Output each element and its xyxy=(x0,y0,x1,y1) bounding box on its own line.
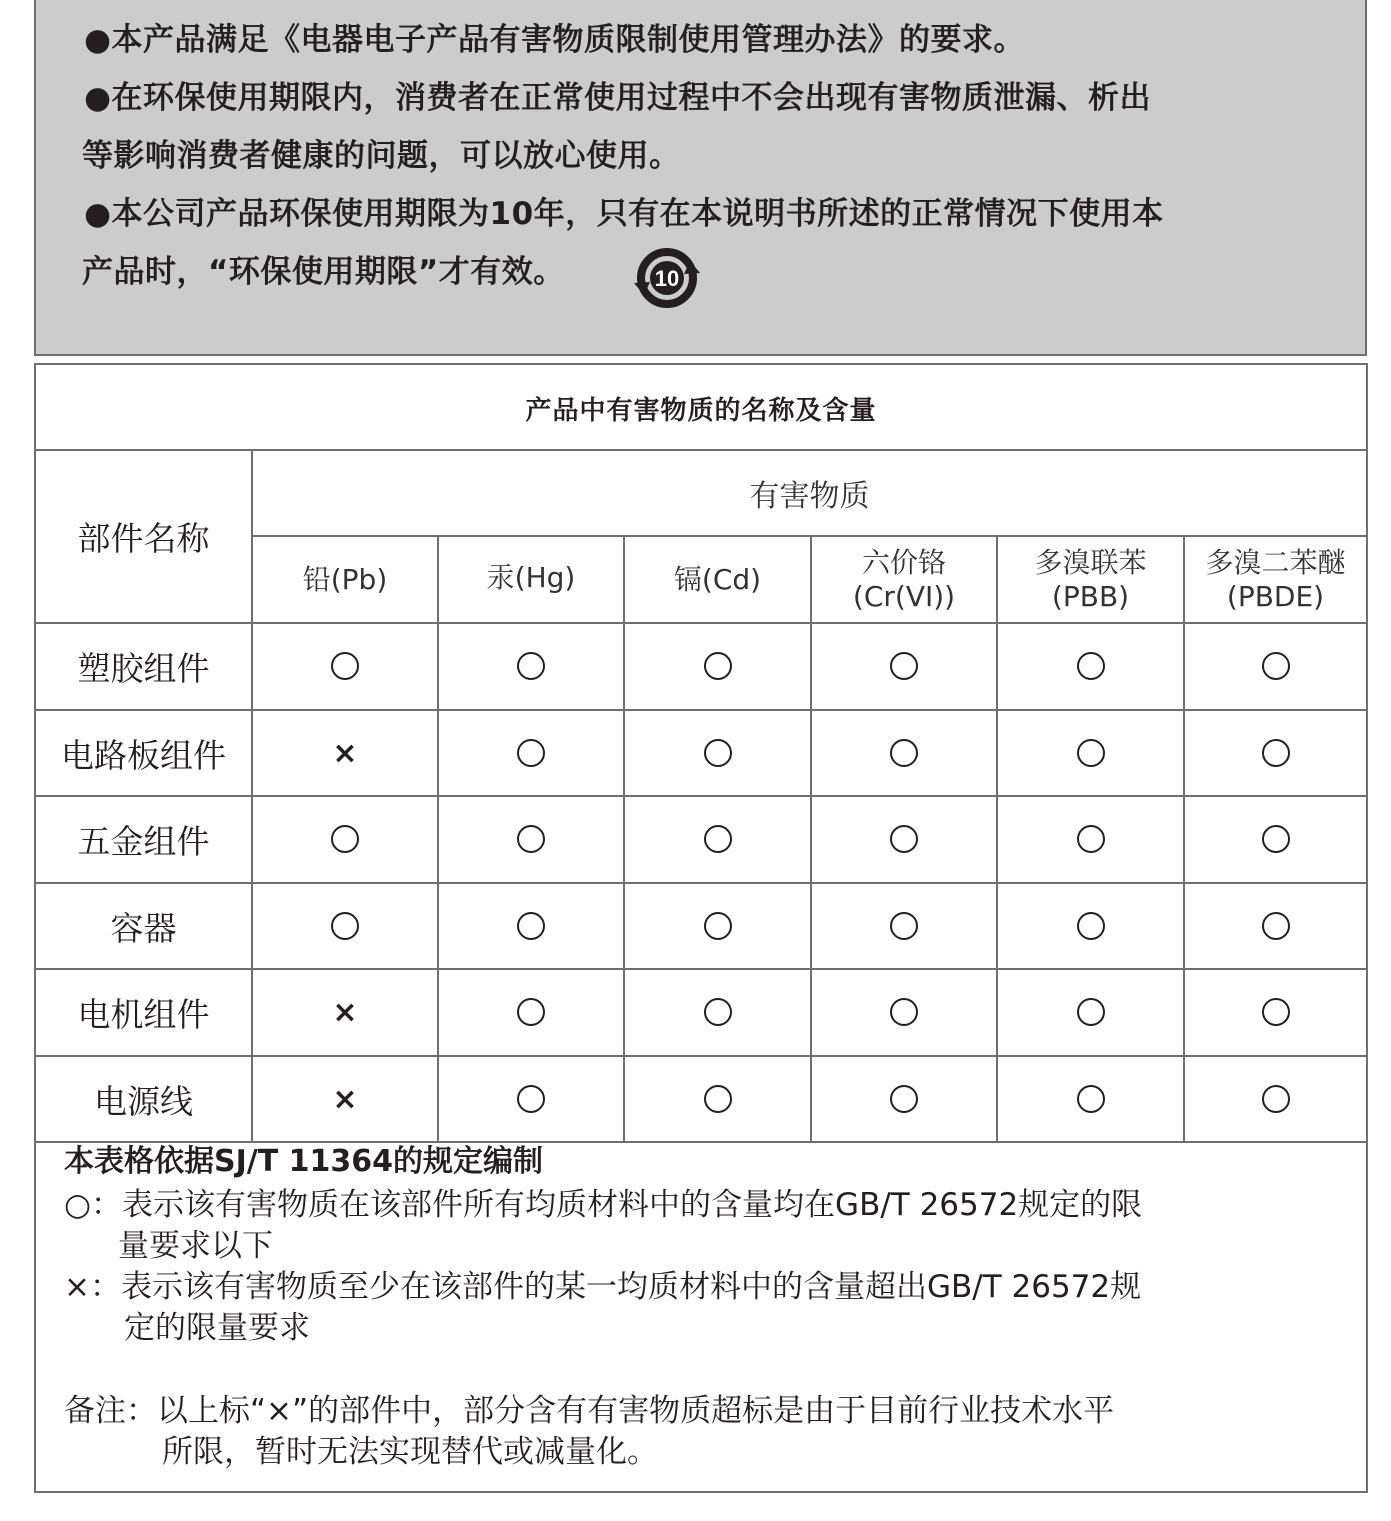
part-name-cell: 电路板组件 xyxy=(61,735,226,775)
compliant-circle-mark xyxy=(517,652,545,680)
column-header-label: 多溴联苯 xyxy=(1034,545,1147,579)
compliant-circle-mark xyxy=(517,998,545,1026)
notice-line-2: ●在环保使用期限内，消费者在正常使用过程中不会出现有害物质泄漏、析出 xyxy=(84,80,1152,116)
table-cell xyxy=(439,884,623,968)
table-cell xyxy=(1185,624,1366,708)
table-cell xyxy=(998,1057,1183,1141)
compliant-circle-mark xyxy=(517,825,545,853)
exceeds-cross-mark: × xyxy=(332,994,358,1030)
table-cell xyxy=(439,970,623,1054)
remark-line-2: 所限，暂时无法实现替代或减量化。 xyxy=(162,1434,658,1470)
compliant-circle-mark xyxy=(704,1085,732,1113)
compliant-circle-mark xyxy=(1077,912,1105,940)
table-cell xyxy=(253,624,437,708)
table-cell xyxy=(439,711,623,795)
column-header-label: 多溴二苯醚 xyxy=(1205,545,1346,579)
table-cell xyxy=(439,797,623,881)
compliant-circle-mark xyxy=(1262,652,1290,680)
compliant-circle-mark xyxy=(704,825,732,853)
compliant-circle-mark xyxy=(1262,739,1290,767)
column-header-pbb xyxy=(998,537,1183,622)
table-cell xyxy=(625,884,810,968)
table-cell xyxy=(625,711,810,795)
compliant-circle-mark xyxy=(890,652,918,680)
column-header-pb xyxy=(253,537,437,622)
table-cell xyxy=(625,1057,810,1141)
compliant-circle-mark xyxy=(704,739,732,767)
compliant-circle-mark xyxy=(890,1085,918,1113)
column-header-label: 铅(Pb) xyxy=(302,562,388,596)
compliant-circle-mark xyxy=(704,652,732,680)
table-cell xyxy=(1185,797,1366,881)
table-cell xyxy=(253,797,437,881)
notice-line-5: 产品时，“环保使用期限”才有效。 xyxy=(82,254,565,290)
table-cell xyxy=(998,797,1183,881)
table-cell xyxy=(253,711,437,795)
cross-legend-line-2: 定的限量要求 xyxy=(124,1310,310,1346)
table-cell xyxy=(439,1057,623,1141)
column-header-label: 六价铬 xyxy=(861,545,946,579)
table-cell xyxy=(998,884,1183,968)
environmental-protection-period-icon xyxy=(634,243,700,309)
part-name-cell: 塑胶组件 xyxy=(77,648,210,688)
table-cell xyxy=(1185,970,1366,1054)
compliant-circle-mark xyxy=(1262,1085,1290,1113)
table-cell xyxy=(1185,884,1366,968)
compliant-circle-mark xyxy=(1262,998,1290,1026)
hazardous-substances-table xyxy=(34,363,1368,1493)
compliant-circle-mark xyxy=(517,1085,545,1113)
compliant-circle-mark xyxy=(1077,825,1105,853)
table-cell xyxy=(812,1057,996,1141)
notice-panel xyxy=(34,0,1367,356)
table-caption: 产品中有害物质的名称及含量 xyxy=(525,395,877,426)
table-cell xyxy=(625,624,810,708)
compliant-circle-mark xyxy=(1262,912,1290,940)
column-header-cd xyxy=(625,537,810,622)
part-name-cell: 电机组件 xyxy=(77,994,210,1034)
column-header-pbde xyxy=(1185,537,1366,622)
table-cell xyxy=(1185,1057,1366,1141)
circle-legend-line-1: ○：表示该有害物质在该部件所有均质材料中的含量均在GB/T 26572规定的限 xyxy=(64,1187,1143,1223)
table-cell xyxy=(625,970,810,1054)
table-cell xyxy=(812,797,996,881)
cross-legend-line-1: ×：表示该有害物质至少在该部件的某一均质材料中的含量超出GB/T 26572规 xyxy=(64,1269,1142,1305)
column-header-label: 汞(Hg) xyxy=(486,561,576,594)
compliant-circle-mark xyxy=(1077,739,1105,767)
exceeds-cross-mark: × xyxy=(332,1081,358,1117)
table-cell xyxy=(812,711,996,795)
table-cell xyxy=(439,624,623,708)
compliant-circle-mark xyxy=(704,912,732,940)
table-cell xyxy=(812,884,996,968)
column-header-hg xyxy=(439,537,623,619)
part-name-cell: 容器 xyxy=(110,908,177,948)
compliant-circle-mark xyxy=(1077,998,1105,1026)
notice-line-4: ●本公司产品环保使用期限为10年，只有在本说明书所述的正常情况下使用本 xyxy=(84,196,1164,232)
compliant-circle-mark xyxy=(517,912,545,940)
compliant-circle-mark xyxy=(1077,1085,1105,1113)
part-name-cell: 五金组件 xyxy=(77,821,210,861)
compliant-circle-mark xyxy=(890,912,918,940)
exceeds-cross-mark: × xyxy=(332,735,358,771)
compliant-circle-mark xyxy=(890,998,918,1026)
table-cell xyxy=(998,624,1183,708)
compliant-circle-mark xyxy=(890,739,918,767)
table-cell xyxy=(998,970,1183,1054)
compliant-circle-mark xyxy=(331,652,359,680)
standard-basis-note: 本表格依据SJ/T 11364的规定编制 xyxy=(64,1144,544,1179)
logo-number: 10 xyxy=(654,266,680,291)
table-cell xyxy=(253,884,437,968)
table-cell xyxy=(625,797,810,881)
table-cell xyxy=(1185,711,1366,795)
column-header-formula: (PBB) xyxy=(1051,579,1130,613)
table-cell xyxy=(253,1057,437,1141)
notice-line-3: 等影响消费者健康的问题，可以放心使用。 xyxy=(82,138,681,174)
compliant-circle-mark xyxy=(331,912,359,940)
compliant-circle-mark xyxy=(517,739,545,767)
substances-header: 有害物质 xyxy=(749,479,870,514)
compliant-circle-mark xyxy=(331,825,359,853)
compliant-circle-mark xyxy=(704,998,732,1026)
column-header-formula: (PBDE) xyxy=(1226,579,1325,613)
remark-line-1: 备注：以上标“×”的部件中，部分含有有害物质超标是由于目前行业技术水平 xyxy=(64,1393,1115,1429)
compliant-circle-mark xyxy=(890,825,918,853)
circle-legend-line-2: 量要求以下 xyxy=(118,1228,273,1264)
part-name-header: 部件名称 xyxy=(77,519,210,558)
column-header-formula: (Cr(VI)) xyxy=(852,579,956,613)
part-name-cell: 电源线 xyxy=(94,1081,193,1121)
table-cell xyxy=(812,624,996,708)
compliant-circle-mark xyxy=(1262,825,1290,853)
table-cell xyxy=(998,711,1183,795)
notice-line-1: ●本产品满足《电器电子产品有害物质限制使用管理办法》的要求。 xyxy=(84,22,1026,58)
table-cell xyxy=(253,970,437,1054)
table-cell xyxy=(812,970,996,1054)
column-header-label: 镉(Cd) xyxy=(673,562,762,596)
compliant-circle-mark xyxy=(1077,652,1105,680)
column-header-cr6 xyxy=(812,537,996,622)
